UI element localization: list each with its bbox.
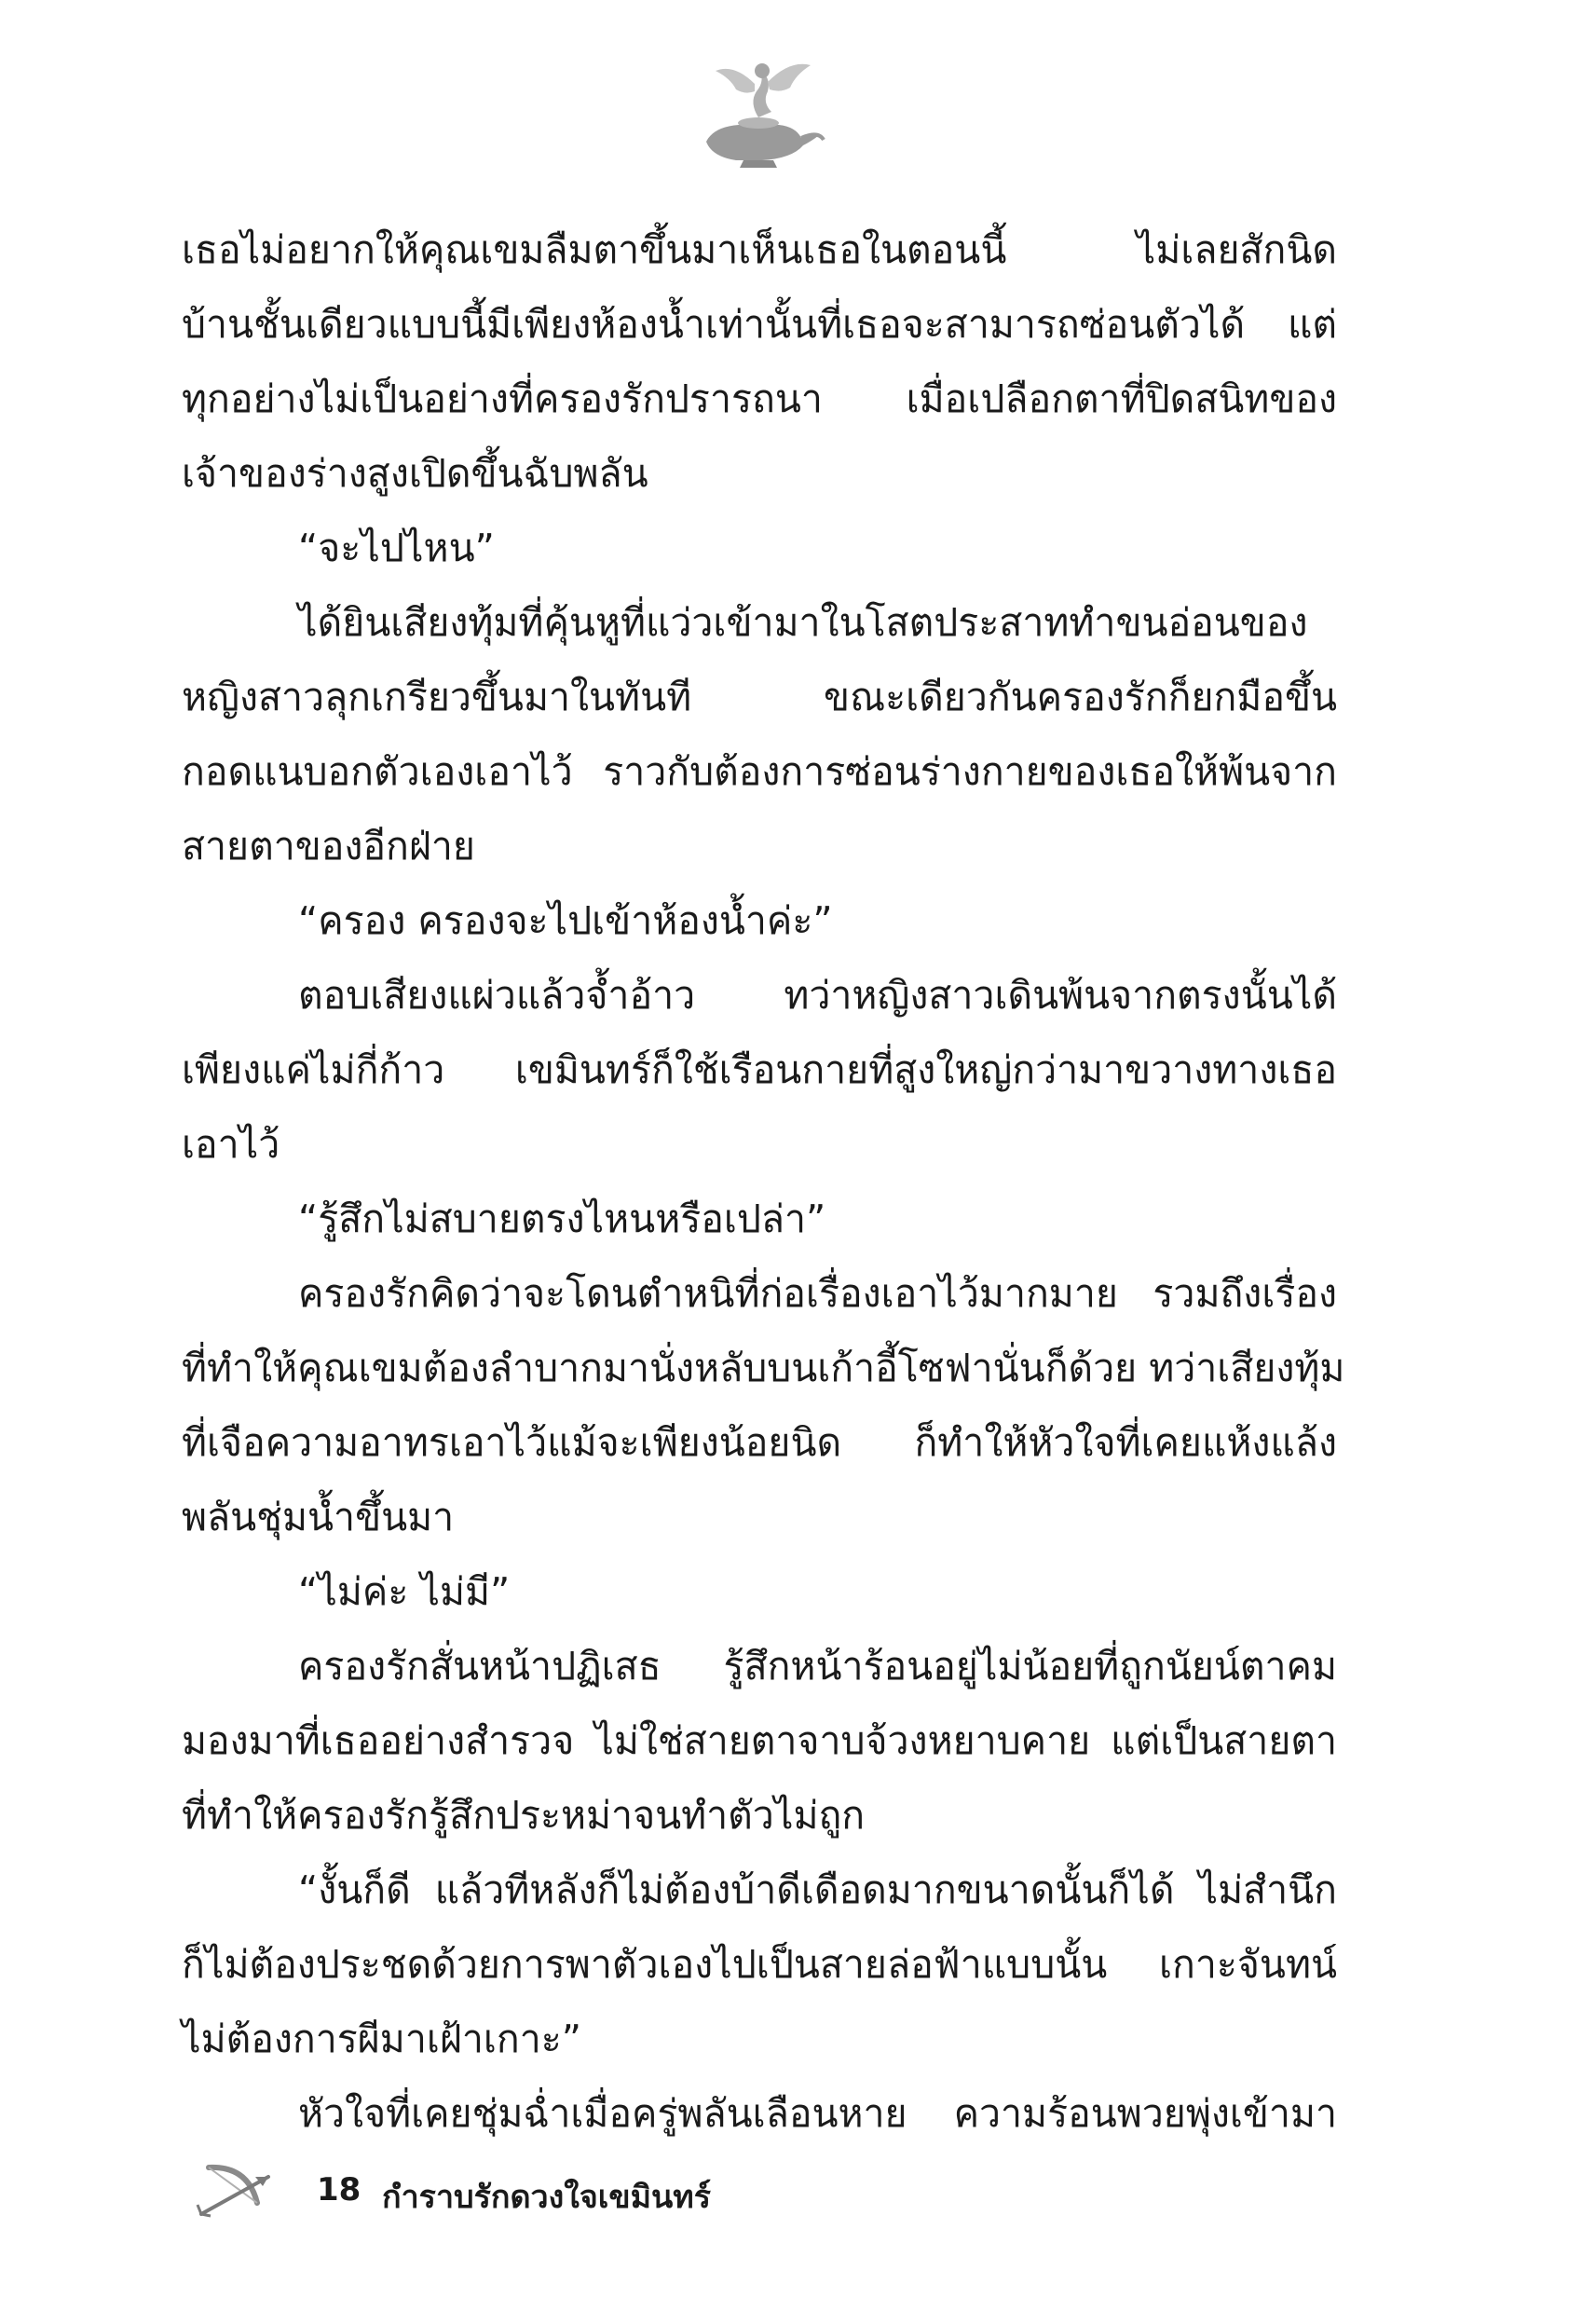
page-footer: [196, 2160, 1034, 2225]
text-line: บ้านชั้นเดียวแบบนี้มีเพียงห้องน้ำเท่านั้นที่เธอจะสามารถซ่อนตัวได้ แต่: [182, 302, 1337, 347]
text-line: ที่ทำให้ครองรักรู้สึกประหม่าจนทำตัวไม่ถูก: [182, 1793, 866, 1838]
bow-and-arrow-icon: [196, 2160, 280, 2225]
text-line: สายตาของอีกฝ่าย: [182, 824, 475, 868]
body-text: [182, 212, 1345, 2151]
text-line: หัวใจที่เคยชุ่มฉ่ำเมื่อครู่พลันเลือนหาย ความร้อนพวยพุ่งเข้ามา: [298, 2091, 1337, 2136]
text-line: ได้ยินเสียงทุ้มที่คุ้นหูที่แว่วเข้ามาในโสตประสาททำขนอ่อนของ: [298, 600, 1308, 645]
text-line: เธอไม่อยากให้คุณเขมลืมตาขึ้นมาเห็นเธอในตอนนี้ ไม่เลยสักนิด: [182, 227, 1337, 272]
dialogue-line: “จะไปไหน”: [298, 526, 495, 570]
text-line: หญิงสาวลุกเกรียวขึ้นมาในทันที ขณะเดียวกันครองรักก็ยกมือขึ้น: [182, 675, 1337, 719]
text-line: เอาไว้: [182, 1122, 280, 1167]
text-line: ครองรักสั่นหน้าปฏิเสธ รู้สึกหน้าร้อนอยู่ไม่น้อยที่ถูกนัยน์ตาคม: [298, 1644, 1337, 1689]
text-line: มองมาที่เธออย่างสำรวจ ไม่ใช่สายตาจาบจ้วงหยาบคาย แต่เป็นสายตา: [182, 1718, 1337, 1763]
text-line: ครองรักคิดว่าจะโดนตำหนิที่ก่อเรื่องเอาไว้มากมาย รวมถึงเรื่อง: [298, 1271, 1337, 1316]
page-number: 18: [317, 2171, 361, 2208]
book-title: กำราบรักดวงใจเขมินทร์: [382, 2179, 711, 2216]
dialogue-line: “ไม่ค่ะ ไม่มี”: [298, 1569, 511, 1614]
text-line: ไม่ต้องการผีมาเฝ้าเกาะ”: [182, 2017, 582, 2061]
dialogue-line: “ครอง ครองจะไปเข้าห้องน้ำค่ะ”: [298, 898, 833, 943]
text-line: ที่เจือความอาทรเอาไว้แม้จะเพียงน้อยนิด ก็ทำให้หัวใจที่เคยแห้งแล้ง: [182, 1420, 1337, 1465]
text-line: ทุกอย่างไม่เป็นอย่างที่ครองรักปรารถนา เมื่อเปลือกตาที่ปิดสนิทของ: [182, 376, 1337, 421]
dialogue-line: “รู้สึกไม่สบายตรงไหนหรือเปล่า”: [298, 1197, 826, 1241]
text-line: เพียงแค่ไม่กี่ก้าว เขมินทร์ก็ใช้เรือนกายที่สูงใหญ่กว่ามาขวางทางเธอ: [182, 1047, 1337, 1092]
text-line: เจ้าของร่างสูงเปิดขึ้นฉับพลัน: [182, 451, 648, 496]
text-line: ตอบเสียงแผ่วแล้วจ้ำอ้าว ทว่าหญิงสาวเดินพ้นจากตรงนั้นได้: [298, 973, 1337, 1018]
text-line: กอดแนบอกตัวเองเอาไว้ ราวกับต้องการซ่อนร่างกายของเธอให้พ้นจาก: [182, 749, 1337, 794]
dialogue-line: “งั้นก็ดี แล้วทีหลังก็ไม่ต้องบ้าดีเดือดมากขนาดนั้นก็ได้ ไม่สำนึก: [298, 1867, 1337, 1912]
text-line: พลันชุ่มน้ำขึ้นมา: [182, 1495, 455, 1539]
cupid-genie-lamp-icon: [688, 56, 827, 172]
text-line: ก็ไม่ต้องประชดด้วยการพาตัวเองไปเป็นสายล่อฟ้าแบบนั้น เกาะจันทน์: [182, 1942, 1337, 1987]
text-line: ที่ทำให้คุณเขมต้องลำบากมานั่งหลับบนเก้าอี้โซฟานั่นก็ด้วย ทว่าเสียงทุ้ม: [182, 1346, 1345, 1390]
